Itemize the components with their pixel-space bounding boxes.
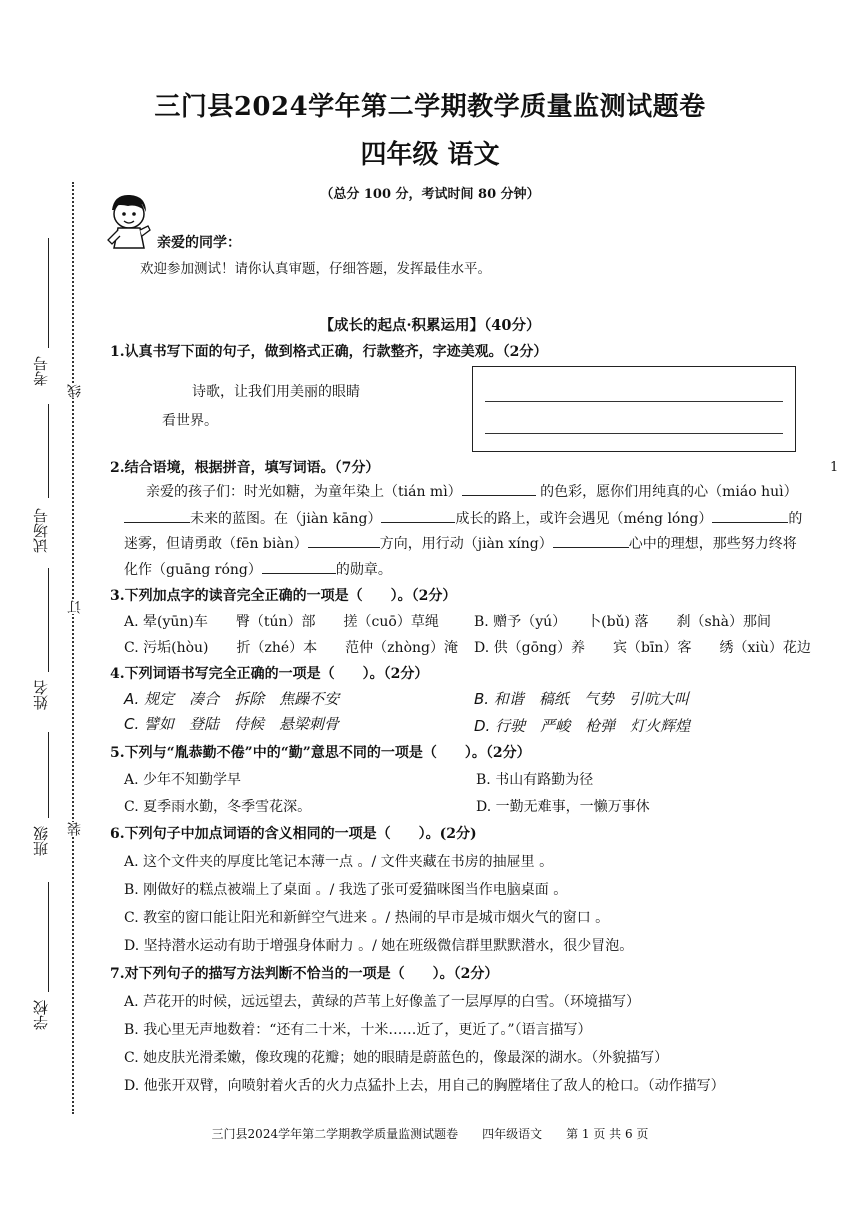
q1-writing-line-2[interactable] (485, 433, 783, 434)
label-school: 学校 (32, 1000, 50, 1030)
q4-stem: 4.下列词语书写完全正确的一项是（ ）。（2分） (110, 666, 429, 682)
q3-option-c[interactable]: C. 污垢(hòu) 折（zhé）本 范仲（zhòng）淹 (124, 640, 458, 656)
q2-text-4a: 化作（guāng róng） (124, 562, 262, 578)
margin-page-number: 1 (830, 460, 839, 475)
q2-text-1b: 的色彩，愿你们用纯真的心（miáo huì） (540, 484, 798, 500)
q2-blank-tianmi[interactable] (462, 483, 536, 496)
q1-line2: 看世界。 (162, 413, 218, 429)
q2-text-4b: 的勋章。 (335, 562, 392, 578)
q6-stem: 6.下列句子中加点词语的含义相同的一项是（ ）。(2分) (110, 826, 477, 842)
q3-option-b[interactable]: B. 赠予（yú） 卜(bǔ) 落 刹（shà）那间 (474, 614, 772, 630)
greeting-body: 欢迎参加测试！请你认真审题，仔细答题，发挥最佳水平。 (140, 261, 491, 277)
q2-blank-miaohui[interactable] (124, 510, 190, 523)
label-exam-number: 考号 (32, 356, 50, 386)
q2-text-3a: 迷雾，但请勇敢（fēn biàn） (124, 536, 308, 552)
q7-option-b[interactable]: B. 我心里无声地数着：“还有二十米，十米……近了，更近了。”（语言描写） (124, 1022, 592, 1038)
q5-stem: 5.下列与“胤恭勤不倦”中的“勤”意思不同的一项是（ ）。（2分） (110, 745, 531, 761)
q6-option-d[interactable]: D. 坚持潜水运动有助于增强身体耐力 。/ 她在班级微信群里默默潜水，很少冒泡。 (124, 938, 634, 954)
q2-text-1a: 亲爱的孩子们：时光如糖，为童年染上（tián mì） (146, 484, 462, 500)
q6-option-c[interactable]: C. 教室的窗口能让阳光和新鲜空气进来 。/ 热闹的早市是城市烟火气的窗口 。 (124, 910, 610, 926)
cartoon-boy-icon (102, 190, 154, 252)
q2-paragraph-line-3 (124, 533, 797, 553)
q5-option-a[interactable]: A. 少年不知勤学早 (124, 772, 242, 788)
q4-option-c[interactable]: C. 譬如 登陆 侍候 悬梁刺骨 (124, 715, 340, 733)
q3-stem: 3.下列加点字的读音完全正确的一项是（ ）。（2分） (110, 588, 457, 604)
q2-paragraph-line-4 (124, 559, 392, 579)
exam-subtitle: 四年级 语文 (360, 140, 500, 170)
q5-option-b[interactable]: B. 书山有路勤为径 (476, 772, 594, 788)
q2-blank-menglong[interactable] (712, 510, 788, 523)
q2-blank-jianxing[interactable] (553, 535, 629, 548)
q2-blank-jiankang[interactable] (381, 510, 455, 523)
cut-mark-line: 线 (67, 384, 83, 398)
q1-stem: 1.认真书写下面的句子，做到格式正确，行款整齐，字迹美观。（2分） (110, 344, 548, 360)
q1-writing-line-1[interactable] (485, 401, 783, 402)
q3-option-d[interactable]: D. 供（gōng）养 宾（bīn）客 绣（xiù）花边 (474, 640, 811, 656)
q6-option-a[interactable]: A. 这个文件夹的厚度比笔记本薄一点 。/ 文件夹藏在书房的抽屉里 。 (124, 854, 554, 870)
room-number-field[interactable] (48, 404, 49, 498)
q2-text-2c: 的 (788, 511, 803, 527)
name-field[interactable] (48, 568, 49, 672)
q4-option-a[interactable]: A. 规定 凑合 拆除 焦躁不安 (124, 690, 340, 708)
q7-option-a[interactable]: A. 芦花开的时候，远远望去，黄绿的芦苇上好像盖了一层厚厚的白雪。（环境描写） (124, 994, 641, 1010)
label-name: 姓名 (32, 680, 50, 710)
q3-option-a[interactable]: A. 晕(yūn)车 臀（tún）部 搓（cuō）草绳 (124, 614, 439, 630)
q2-text-3b: 方向，用行动（jiàn xíng） (379, 536, 553, 552)
section-heading: 【成长的起点·积累运用】（40分） (319, 317, 541, 334)
q2-paragraph-line-2 (124, 508, 802, 528)
class-field[interactable] (48, 732, 49, 818)
q4-option-d[interactable]: D. 行驶 严峻 枪弹 灯火辉煌 (474, 717, 691, 735)
cut-mark-ding: 订 (67, 600, 83, 614)
cut-mark-zhuang: 装 (67, 822, 83, 836)
school-field[interactable] (48, 882, 49, 992)
q2-text-2a: 未来的蓝图。在（jiàn kāng） (190, 511, 382, 527)
page-footer: 三门县2024学年第二学期教学质量监测试题卷 四年级语文 第 1 页 共 6 页 (211, 1127, 649, 1141)
q7-option-c[interactable]: C. 她皮肤光滑柔嫩，像玫瑰的花瓣；她的眼睛是蔚蓝色的，像最深的湖水。（外貌描写） (124, 1050, 669, 1066)
q2-paragraph-line-1 (146, 481, 798, 501)
q7-stem: 7.对下列句子的描写方法判断不恰当的一项是（ ）。（2分） (110, 966, 499, 982)
q2-text-2b: 成长的路上，或许会遇见（méng lóng） (455, 511, 713, 527)
greeting-salutation: 亲爱的同学： (157, 235, 241, 251)
q2-stem: 2.结合语境，根据拼音，填写词语。（7分） (110, 460, 380, 476)
q4-option-b[interactable]: B. 和谐 稿纸 气势 引吭大叫 (474, 690, 689, 708)
q1-line1: 诗歌，让我们用美丽的眼睛 (192, 384, 360, 400)
q1-writing-box[interactable] (472, 366, 796, 452)
label-room-number: 试场号 (32, 508, 50, 553)
q5-option-c[interactable]: C. 夏季雨水勤，冬季雪花深。 (124, 799, 312, 815)
q2-blank-guangrong[interactable] (262, 561, 336, 574)
exam-title: 三门县2024学年第二学期教学质量监测试题卷 (154, 92, 706, 122)
q5-option-d[interactable]: D. 一勤无难事，一懒万事休 (476, 799, 650, 815)
q2-text-3c: 心中的理想，那些努力终将 (628, 536, 797, 552)
exam-note: （总分 100 分，考试时间 80 分钟） (320, 187, 540, 202)
q7-option-d[interactable]: D. 他张开双臂，向喷射着火舌的火力点猛扑上去，用自己的胸膛堵住了敌人的枪口。（动作描写） (124, 1078, 725, 1094)
q6-option-b[interactable]: B. 刚做好的糕点被端上了桌面 。/ 我选了张可爱猫咪图当作电脑桌面 。 (124, 882, 568, 898)
label-class: 班级 (32, 826, 50, 856)
q2-blank-fenbian[interactable] (308, 535, 380, 548)
